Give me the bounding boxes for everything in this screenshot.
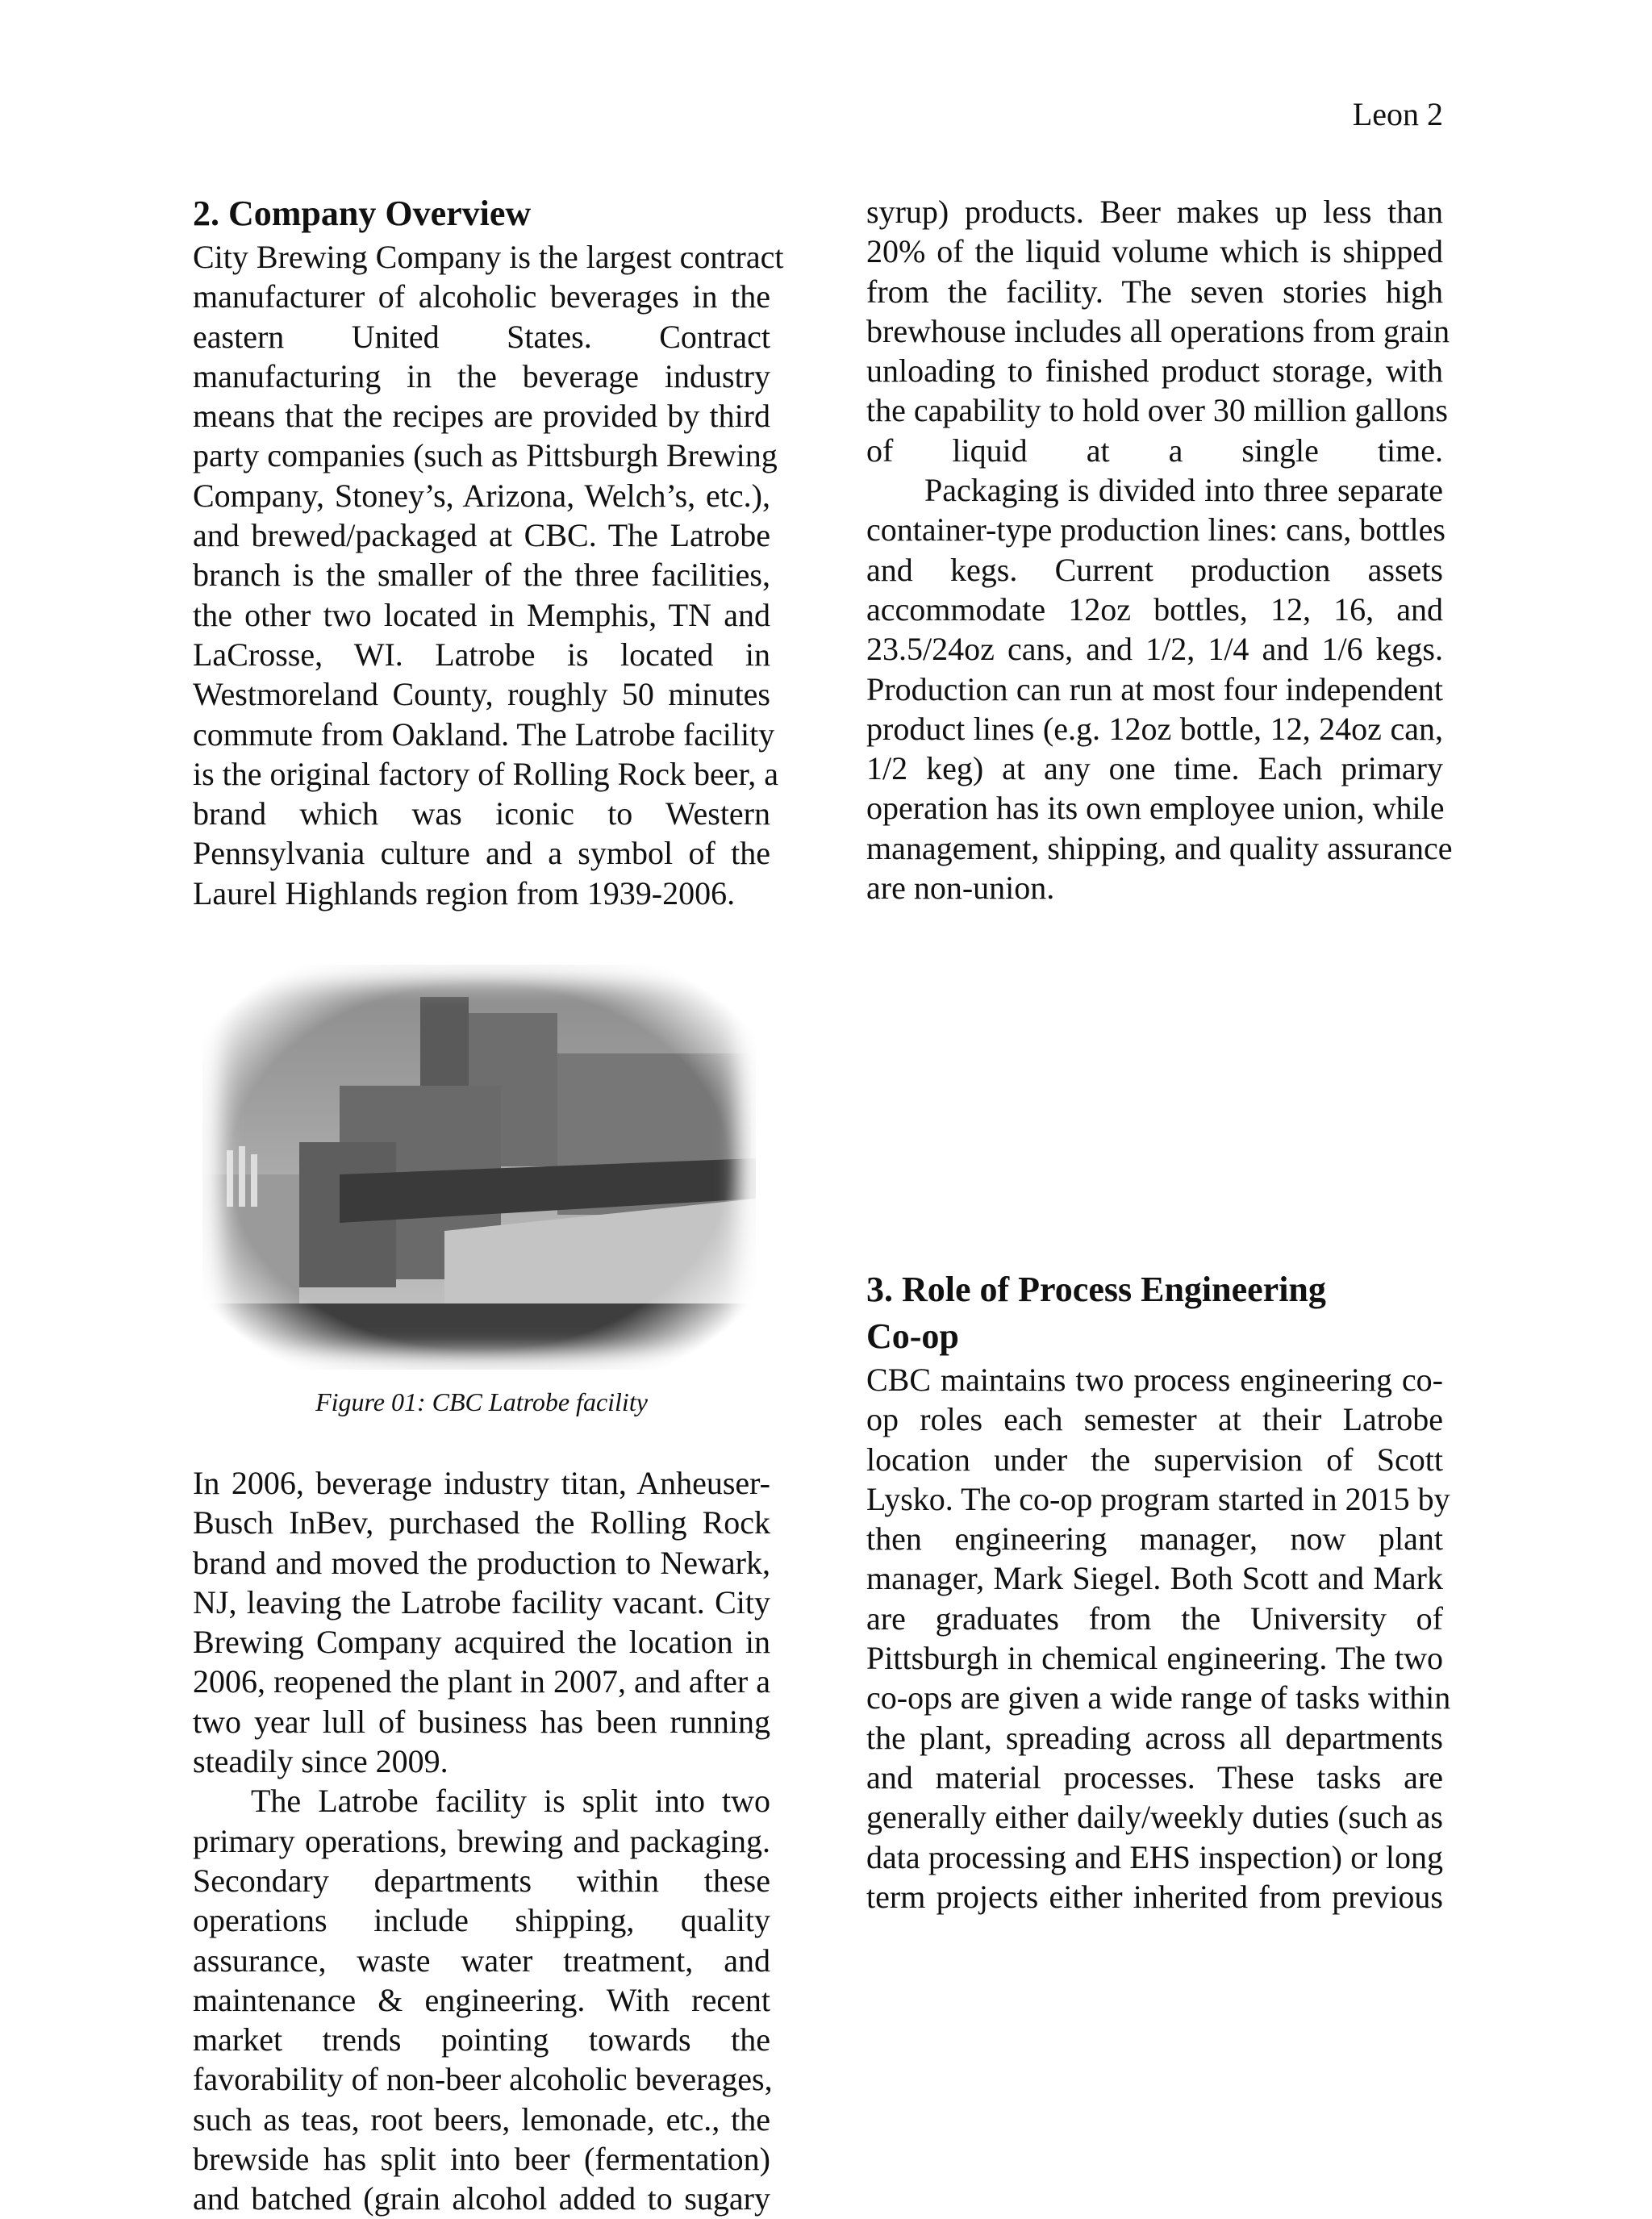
text-line: container-type production lines: cans, bottles <box>866 511 1446 548</box>
text-line: operation has its own employee union, while <box>866 790 1445 827</box>
text-line: Pittsburgh in chemical engineering. The two <box>866 1640 1443 1677</box>
text-line: Brewing Company acquired the location in <box>193 1624 770 1661</box>
text-line: LaCrosse, WI. Latrobe is located in <box>193 636 770 673</box>
text-line: are non-union. <box>866 870 1055 907</box>
text-line: syrup) products. Beer makes up less than <box>866 194 1443 230</box>
paragraph <box>866 1360 1451 1917</box>
text-line: brewside has split into beer (fermentation) <box>193 2141 770 2178</box>
text-line: City Brewing Company is the largest contract <box>193 239 784 275</box>
running-head: Leon 2 <box>1352 96 1443 132</box>
text-line: co-ops are given a wide range of tasks within <box>866 1679 1451 1716</box>
text-line: branch is the smaller of the three facilities, <box>193 557 770 594</box>
section-2-history <box>193 1463 773 2219</box>
text-line: primary operations, brewing and packaging. <box>193 1822 770 1859</box>
text-line: Westmoreland County, roughly 50 minutes <box>193 676 770 713</box>
text-line: management, shipping, and quality assurance <box>866 829 1453 866</box>
text-line: Secondary departments within these <box>193 1862 770 1899</box>
text-line: Production can run at most four independent <box>866 670 1443 707</box>
text-line: from the facility. The seven stories high <box>866 273 1443 310</box>
text-line: brand which was iconic to Western <box>193 795 770 832</box>
text-line: the plant, spreading across all departments <box>866 1719 1443 1756</box>
text-line: and batched (grain alcohol added to sugary <box>193 2180 770 2217</box>
text-line: are graduates from the University of <box>866 1600 1443 1637</box>
figure-caption: Figure 01: CBC Latrobe facility <box>315 1387 648 1416</box>
text-line: and material processes. These tasks are <box>866 1758 1443 1796</box>
text-line: CBC maintains two process engineering co- <box>866 1362 1443 1398</box>
paragraph <box>193 1463 770 1781</box>
text-line: manager, Mark Siegel. Both Scott and Mark <box>866 1560 1443 1597</box>
text-line: brand and moved the production to Newark, <box>193 1544 770 1581</box>
text-line: assurance, waste water treatment, and <box>193 1942 770 1979</box>
paragraph <box>193 237 784 913</box>
text-line: is the original factory of Rolling Rock beer, a <box>193 755 778 792</box>
text-line: and brewed/packaged at CBC. The Latrobe <box>193 517 770 554</box>
section-heading-line: Co-op <box>866 1316 959 1356</box>
text-line: and kegs. Current production assets <box>866 551 1443 588</box>
paragraph <box>193 1781 773 2218</box>
text-line: Pennsylvania culture and a symbol of the <box>193 835 770 872</box>
text-line: NJ, leaving the Latrobe facility vacant. City <box>193 1583 770 1620</box>
text-line: 23.5/24oz cans, and 1/2, 1/4 and 1/6 kegs. <box>866 631 1443 668</box>
section-heading: 2. Company Overview <box>193 194 532 233</box>
section-heading-line: 3. Role of Process Engineering <box>866 1270 1326 1309</box>
text-line: accommodate 12oz bottles, 12, 16, and <box>866 590 1443 628</box>
text-line: unloading to finished product storage, with <box>866 352 1443 390</box>
text-line: operations include shipping, quality <box>193 1902 770 1939</box>
text-line: manufacturing in the beverage industry <box>193 357 770 394</box>
text-line: Lysko. The co-op program started in 2015 by <box>866 1480 1450 1517</box>
text-line: 1/2 keg) at any one time. Each primary <box>866 750 1443 787</box>
text-line: manufacturer of alcoholic beverages in the <box>193 278 770 315</box>
text-line: eastern United States. Contract <box>193 318 770 355</box>
text-line: steadily since 2009. <box>193 1743 448 1780</box>
text-line: 20% of the liquid volume which is shipped <box>866 233 1443 270</box>
text-line: such as teas, root beers, lemonade, etc., the <box>193 2100 770 2138</box>
text-line: of liquid at a single time. <box>866 432 1443 469</box>
text-line: brewhouse includes all operations from grain <box>866 312 1450 349</box>
text-line: op roles each semester at their Latrobe <box>866 1401 1443 1438</box>
text-line: data processing and EHS inspection) or long <box>866 1838 1443 1875</box>
text-line: generally either daily/weekly duties (such as <box>866 1799 1443 1836</box>
text-line: term projects either inherited from previous <box>866 1878 1443 1915</box>
text-line: commute from Oakland. The Latrobe facility <box>193 715 775 753</box>
section-2-intro <box>193 190 784 913</box>
text-line: In 2006, beverage industry titan, Anheuser- <box>193 1465 770 1501</box>
text-line: favorability of non-beer alcoholic beverages, <box>193 2061 773 2098</box>
section-2-operations <box>866 192 1453 907</box>
text-line: Packaging is divided into three separate <box>924 472 1443 509</box>
paragraph <box>866 470 1453 907</box>
text-line: Company, Stoney’s, Arizona, Welch’s, etc.), <box>193 477 770 514</box>
text-line: two year lull of business has been running <box>193 1703 770 1740</box>
section-3 <box>866 1266 1451 1917</box>
figure-brewery-photo <box>202 965 756 1370</box>
text-line: Busch InBev, purchased the Rolling Rock <box>193 1504 770 1541</box>
text-line: then engineering manager, now plant <box>866 1520 1443 1558</box>
text-line: location under the supervision of Scott <box>866 1441 1443 1478</box>
text-line: maintenance & engineering. With recent <box>193 1981 770 2018</box>
text-line: market trends pointing towards the <box>193 2021 770 2058</box>
text-line: the other two located in Memphis, TN and <box>193 596 770 633</box>
text-line: product lines (e.g. 12oz bottle, 12, 24oz can, <box>866 710 1443 747</box>
text-line: Laurel Highlands region from 1939-2006. <box>193 874 736 911</box>
text-line: 2006, reopened the plant in 2007, and after a <box>193 1663 770 1700</box>
text-line: The Latrobe facility is split into two <box>251 1783 770 1820</box>
text-line: party companies (such as Pittsburgh Brewing <box>193 437 778 474</box>
text-line: the capability to hold over 30 million gallons <box>866 392 1448 429</box>
text-line: means that the recipes are provided by third <box>193 398 770 435</box>
